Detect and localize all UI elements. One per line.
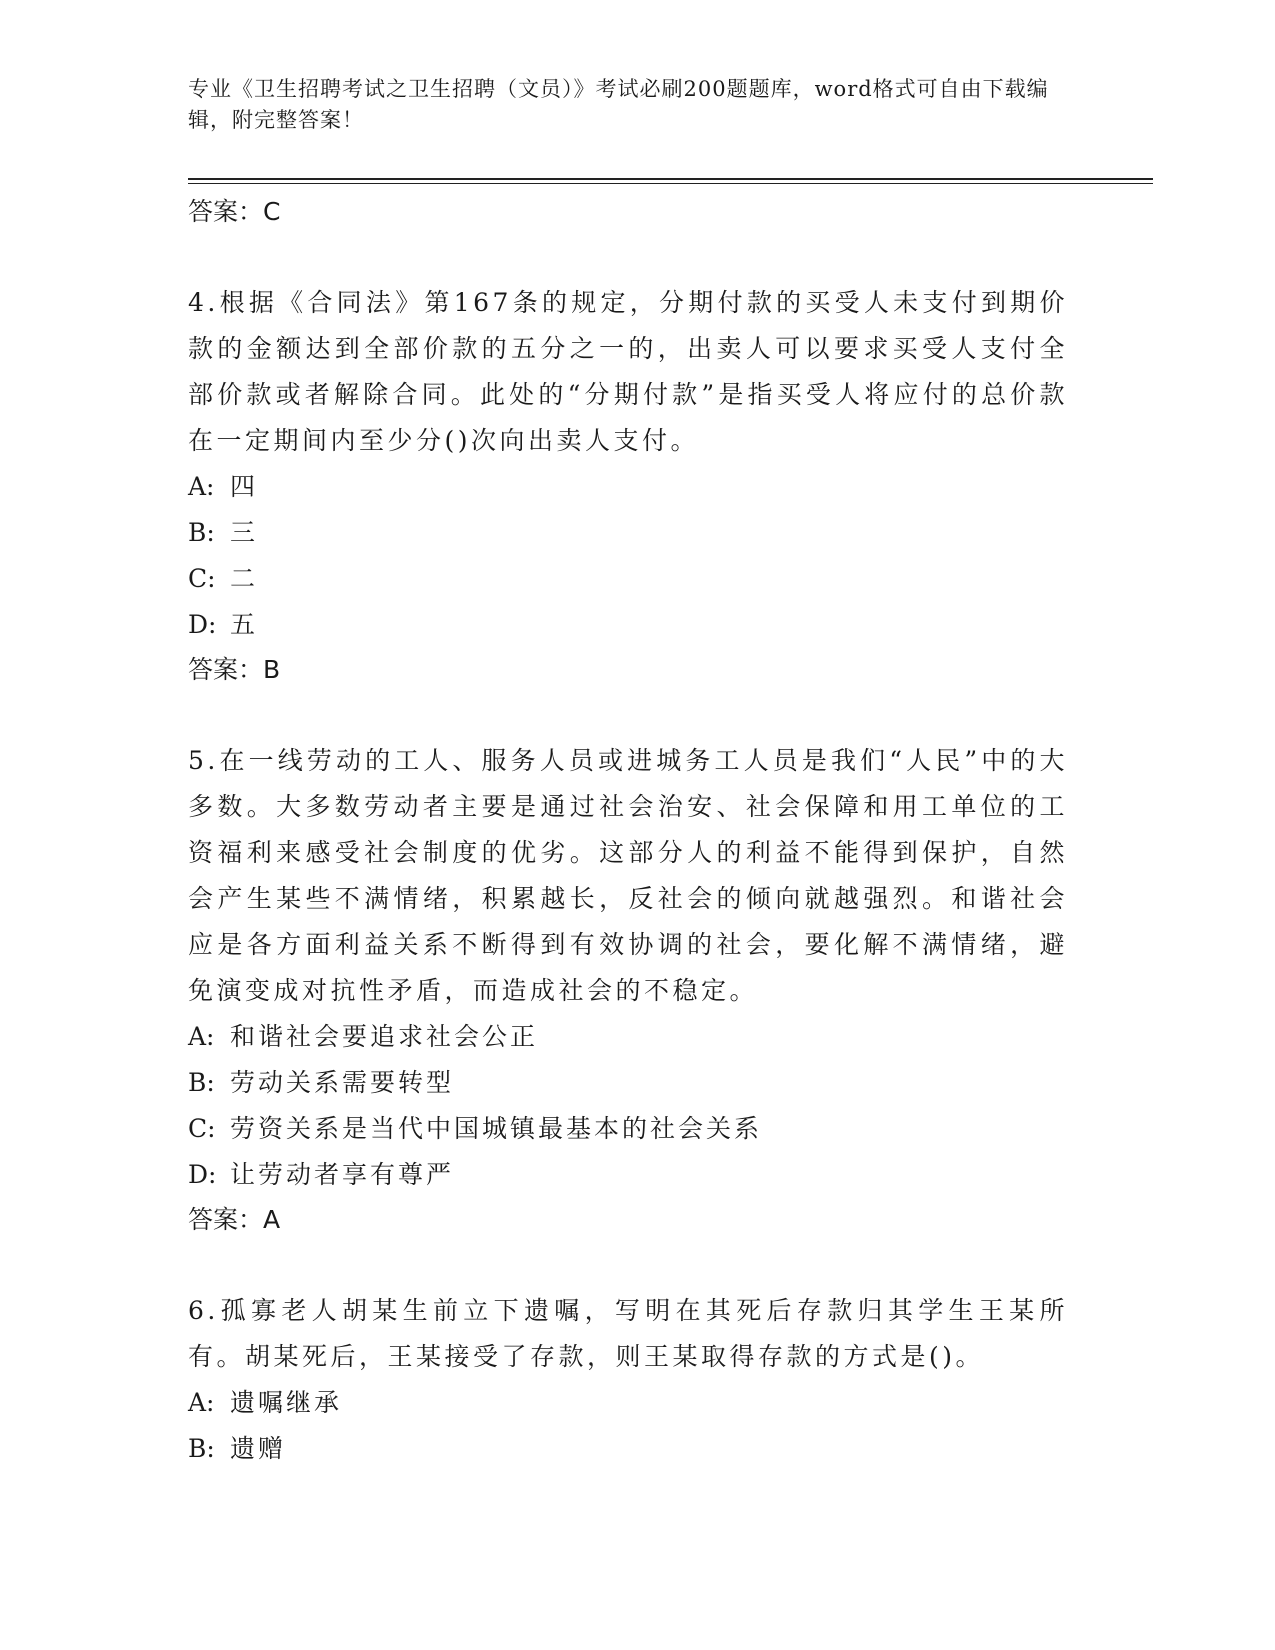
- header-rule-thick: [188, 178, 1153, 180]
- document-header: 专业《卫生招聘考试之卫生招聘（文员）》考试必刷200题题库，word格式可自由下载编辑，附完整答案！: [188, 77, 1049, 132]
- document-body: [188, 190, 1068, 1472]
- option-c: [188, 1106, 1068, 1152]
- option-key: B:: [188, 1434, 215, 1463]
- spacer: [188, 1242, 1068, 1288]
- option-key: C:: [188, 1114, 216, 1143]
- option-text: 二: [230, 564, 259, 593]
- option-key: C:: [188, 564, 216, 593]
- option-text: 劳动关系需要转型: [230, 1068, 455, 1097]
- option-b: [188, 1060, 1068, 1106]
- header-rule-thin: [188, 183, 1153, 184]
- option-text: 三: [230, 518, 259, 547]
- option-text: 遗嘱继承: [230, 1388, 343, 1417]
- option-c: [188, 556, 1068, 602]
- option-key: A:: [188, 1388, 215, 1417]
- option-key: B:: [188, 518, 215, 547]
- option-key: A:: [188, 1022, 215, 1051]
- option-key: B:: [188, 1068, 215, 1097]
- answer-line: 答案：C: [188, 197, 281, 226]
- option-text: 五: [230, 610, 259, 639]
- option-d: [188, 1152, 1068, 1198]
- option-text: 和谐社会要追求社会公正: [230, 1022, 539, 1051]
- answer-line: 答案：B: [188, 655, 281, 684]
- question-5: 5.在一线劳动的工人、服务人员或进城务工人员是我们“人民”中的大多数。大多数劳动者主要是通过社会治安、社会保障和用工单位的工资福利来感受社会制度的优劣。这部分人的利益不能得到保护，自然会产生某些不满情绪，积累越长，反社会的倾向就越强烈。和谐社会应是各方面利益关系不断得到有效协调的社会，要化解不满情绪，避免演变成对抗性矛盾，而造成社会的不稳定。: [188, 746, 1068, 1005]
- option-b: [188, 1426, 1068, 1472]
- option-b: [188, 510, 1068, 556]
- spacer: [188, 234, 1068, 280]
- option-text: 让劳动者享有尊严: [230, 1160, 455, 1189]
- option-key: D:: [188, 1160, 217, 1189]
- question-6: 6.孤寡老人胡某生前立下遗嘱，写明在其死后存款归其学生王某所有。胡某死后，王某接受了存款，则王某取得存款的方式是()。: [188, 1296, 1068, 1371]
- option-text: 四: [230, 472, 259, 501]
- option-a: [188, 464, 1068, 510]
- option-key: A:: [188, 472, 215, 501]
- option-key: D:: [188, 610, 217, 639]
- option-text: 遗赠: [230, 1434, 287, 1463]
- spacer: [188, 692, 1068, 738]
- option-a: [188, 1380, 1068, 1426]
- option-d: [188, 602, 1068, 648]
- answer-line: 答案：A: [188, 1205, 281, 1234]
- option-a: [188, 1014, 1068, 1060]
- question-4: 4.根据《合同法》第167条的规定，分期付款的买受人未支付到期价款的金额达到全部价款的五分之一的，出卖人可以要求买受人支付全部价款或者解除合同。此处的“分期付款”是指买受人将应付的总价款在一定期间内至少分()次向出卖人支付。: [188, 288, 1068, 455]
- option-text: 劳资关系是当代中国城镇最基本的社会关系: [230, 1114, 763, 1143]
